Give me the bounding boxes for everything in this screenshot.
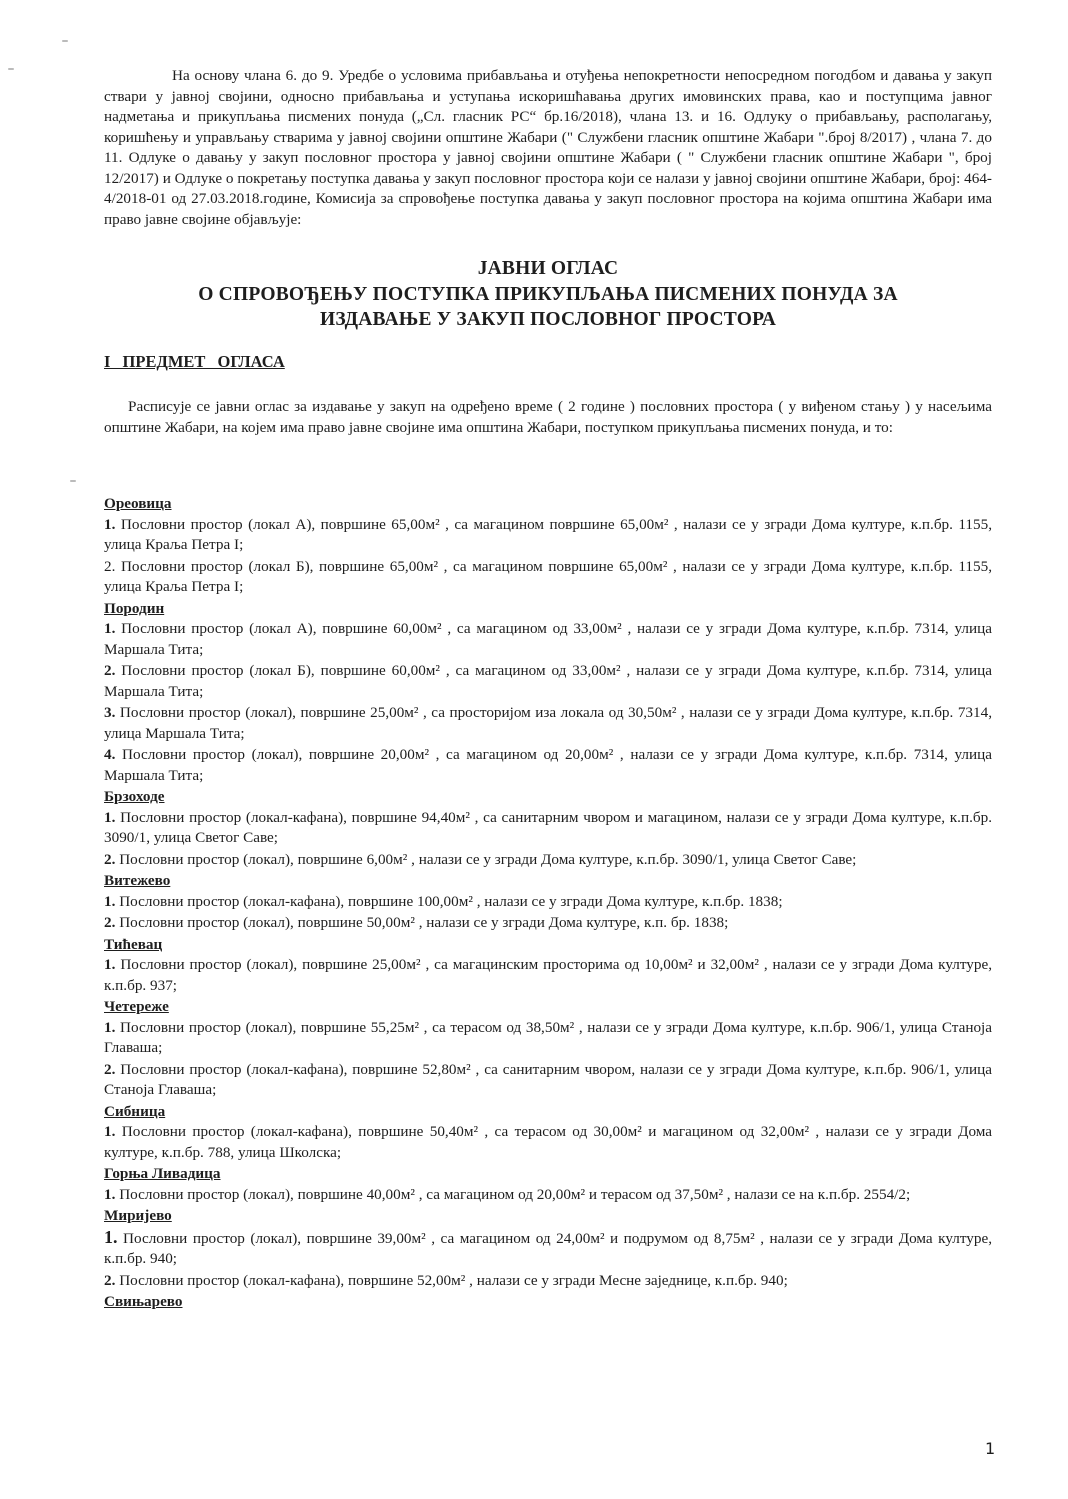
- item-number: 2.: [104, 914, 116, 931]
- place-section: [104, 599, 992, 787]
- item-number: 2.: [104, 850, 116, 868]
- item-text: Пословни простор (локал), површине 6,00м² , налази се у згради Дома културе, к.п.бр. 3090/1, улица Светог Саве;: [119, 850, 857, 868]
- place-section: [104, 1292, 992, 1313]
- heading-line-2: О СПРОВОЂЕЊУ ПОСТУПКА ПРИКУПЉАЊА ПИСМЕНИХ ПОНУДА ЗА: [198, 283, 898, 305]
- item-number: 1.: [104, 515, 116, 533]
- item-text: Пословни простор (локал А), површине 60,00м² , са магацином од 33,00м² , налази се у згради Дома културе, к.п.бр. 7314, улица Маршала Тита;: [104, 620, 993, 658]
- place-name: Породин: [104, 599, 165, 617]
- property-item: [104, 557, 992, 598]
- item-number: 4.: [104, 746, 116, 763]
- item-text: Пословни простор (локал), површине 20,00м² , са магацином од 20,00м² , налази се у згради Дома културе, к.п.бр. 7314, улица Маршала Тита;: [104, 746, 992, 784]
- item-number: 1.: [104, 1123, 116, 1140]
- place-name: Сибница: [104, 1102, 166, 1120]
- item-text: Пословни простор (локал-кафана), површине 100,00м² , налази се у згради Дома културе, к.п.бр. 1838;: [119, 892, 783, 910]
- place-name: Тићевац: [104, 935, 163, 953]
- item-text: Пословни простор (локал-кафана), површине 50,40м² , са терасом од 30,00м² и магацином од 32,00м² , налази се у згради Дома културе, к.п.бр. 788, улица Школска;: [104, 1123, 992, 1161]
- property-item: [104, 619, 992, 660]
- item-number: 1.: [104, 620, 116, 637]
- place-section: [104, 997, 992, 1101]
- item-text: Пословни простор (локал), површине 40,00м² , са магацином од 20,00м² и терасом од 37,50м² , налази се на к.п.бр. 2554/2;: [119, 1185, 911, 1203]
- place-name: Четереже: [104, 998, 169, 1015]
- item-text: Пословни простор (локал-кафана), површине 52,80м² , са санитарним чвором, налази се у згради Дома културе, к.п.бр. 906/1, улица Станоја Главаша;: [104, 1060, 992, 1098]
- item-number: 3.: [104, 704, 116, 721]
- property-item: [104, 1185, 992, 1206]
- item-text: Пословни простор (локал-кафана), површине 52,00м² , налази се у згради Месне заједнице, к.п.бр. 940;: [119, 1271, 788, 1289]
- property-item: [104, 1271, 992, 1292]
- item-number: 1.: [104, 1018, 116, 1036]
- place-section: [104, 1102, 992, 1164]
- place-section: [104, 494, 992, 598]
- item-text: Пословни простор (локал), површине 50,00м² , налази се у згради Дома културе, к.п. бр. 1838;: [119, 914, 729, 931]
- item-text: Пословни простор (локал А), површине 65,00м² , са магацином површине 65,00м² , налази се у згради Дома културе, к.п.бр. 1155, улица Краља Петра I;: [104, 515, 993, 553]
- places-list: [104, 494, 992, 1313]
- document-page: [104, 66, 992, 1313]
- property-item: [104, 661, 992, 702]
- property-item: [104, 1122, 992, 1163]
- item-number: 1.: [104, 1185, 116, 1203]
- place-section: [104, 787, 992, 870]
- scan-speck: [8, 68, 14, 70]
- item-text: Пословни простор (локал), површине 25,00м² , са просторијом иза локала од 30,50м² , налази се у згради Дома културе, к.п.бр. 7314, улица Маршала Тита;: [104, 704, 992, 742]
- property-item: [104, 892, 992, 913]
- heading-line-1: ЈАВНИ ОГЛАС: [477, 258, 619, 279]
- item-text: Пословни простор (локал), површине 55,25м² , са терасом од 38,50м² , налази се у згради Дома културе, к.п.бр. 906/1, улица Станоја Главаша;: [104, 1018, 993, 1056]
- place-name: Свињарево: [104, 1293, 183, 1310]
- intro-paragraph: На основу члана 6. до 9. Уредбе о условима прибављања и отуђења непокретности непосредном погодбом и давања у закуп ствари у јавној својини, односно прибављања и уступања искоришћавања других имовинских права, као и поступцима јавног надметања и прикупљања писмених понуда („Сл. гласник РС“ бр.16/2018), члана 13. и 16. Одлуку о прибављању, располагању, коришћењу и управљању стварима у јавној својини општине Жабари (" Службени гласник општине Жабари ".број 8/2017) , члана 7. до 11. Одлуке о давању у закуп пословног простора у јавној својини општине Жабари ( " Службени гласник општине Жабари ", број 12/2017) и Одлуке о покретању поступка давања у закуп пословног простора који се налази у јавној својини општине Жабари, број: 464-4/2018-01 од 27.03.2018.године, Комисија за спровођење поступка давања у закуп пословног простора на којима општина Жабари има право јавне својине објављује:: [104, 67, 992, 228]
- property-item: [104, 703, 992, 744]
- item-number: 1.: [104, 1226, 118, 1247]
- heading-line-3: ИЗДАВАЊЕ У ЗАКУП ПОСЛОВНОГ ПРОСТОРА: [319, 309, 777, 330]
- property-item: [104, 1227, 992, 1270]
- item-text: Пословни простор (локал), површине 39,00м² , са магацином од 24,00м² и подрумом од 8,75м² , налази се у згради Дома културе, к.п.бр. 940;: [104, 1229, 993, 1267]
- place-section: [104, 1206, 992, 1291]
- item-number: 2.: [104, 1271, 116, 1289]
- property-item: [104, 745, 992, 786]
- item-text: Пословни простор (локал-кафана), површине 94,40м² , са санитарним чвором и магацином, налази се у згради Дома културе, к.п.бр. 3090/1, улица Светог Саве;: [104, 808, 992, 846]
- item-number: 1.: [104, 808, 116, 826]
- section-title: I ПРЕДМЕТ ОГЛАСА: [104, 351, 285, 371]
- place-section: [104, 935, 992, 997]
- place-name: Брзоходе: [104, 788, 165, 805]
- property-item: [104, 1060, 992, 1101]
- property-item: [104, 808, 992, 849]
- item-text: Пословни простор (локал), површине 25,00м² , са магацинским просторима од 10,00м² и 32,00м² , налази се у згради Дома културе, к.п.бр. 937;: [104, 956, 993, 994]
- item-number: 2.: [104, 557, 116, 575]
- item-number: 2.: [104, 662, 116, 679]
- notice-heading: [104, 256, 992, 333]
- property-item: [104, 1018, 992, 1059]
- property-item: [104, 955, 992, 996]
- lead-paragraph: Расписује се јавни оглас за издавање у закуп на одређено време ( 2 године ) пословних простора ( у виђеном стању ) у насељима општине Жабари, на којем има право јавне својине има општина Жабари, поступком прикупљања писмених понуда, и то:: [104, 398, 992, 436]
- item-number: 1.: [104, 956, 116, 973]
- item-number: 1.: [104, 892, 116, 910]
- property-item: [104, 913, 992, 934]
- item-number: 2.: [104, 1060, 116, 1078]
- scan-speck: [62, 40, 68, 42]
- item-text: Пословни простор (локал Б), површине 60,00м² , са магацином од 33,00м² , налази се у згради Дома културе, к.п.бр. 7314, улица Маршала Тита;: [104, 662, 992, 700]
- property-item: [104, 850, 992, 871]
- place-section: [104, 871, 992, 934]
- place-name: Горња Ливадица: [104, 1165, 221, 1182]
- property-item: [104, 515, 992, 556]
- place-name: Миријево: [104, 1207, 172, 1224]
- page-number: 1: [985, 1439, 996, 1458]
- scan-speck: [70, 480, 76, 482]
- item-text: Пословни простор (локал Б), површине 65,00м² , са магацином површине 65,00м² , налази се у згради Дома културе, к.п.бр. 1155, улица Краља Петра I;: [104, 557, 993, 595]
- place-name: Витежево: [104, 872, 171, 889]
- place-name: Ореовица: [104, 495, 172, 512]
- place-section: [104, 1164, 992, 1205]
